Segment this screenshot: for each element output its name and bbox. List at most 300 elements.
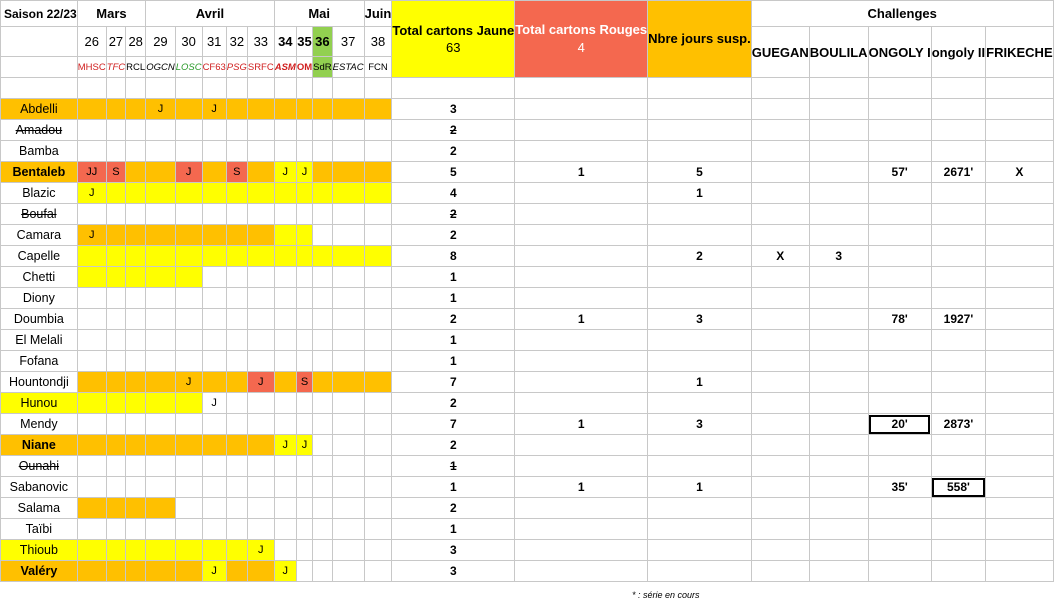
challenge-cell xyxy=(809,204,868,225)
match-cell xyxy=(126,267,146,288)
match-cell xyxy=(364,120,392,141)
challenge-cell xyxy=(868,456,931,477)
opponent-club: OGCN xyxy=(146,57,176,78)
challenge-cell xyxy=(751,267,809,288)
challenge-cell xyxy=(868,435,931,456)
match-cell xyxy=(296,540,312,561)
total-rouge xyxy=(515,372,648,393)
challenge-cell xyxy=(986,498,1053,519)
player-row xyxy=(1,162,1054,183)
season-label: Saison 22/23 xyxy=(1,1,78,27)
match-cell xyxy=(175,267,202,288)
player-name: Thioub xyxy=(1,540,78,561)
jours-suspension xyxy=(648,120,752,141)
player-name: Blazic xyxy=(1,183,78,204)
challenge-cell xyxy=(986,456,1053,477)
match-cell xyxy=(77,330,106,351)
match-cell: J xyxy=(175,162,202,183)
match-cell xyxy=(77,561,106,582)
match-cell xyxy=(364,309,392,330)
matchday-number: 30 xyxy=(175,27,202,57)
match-cell xyxy=(226,372,247,393)
match-cell xyxy=(313,540,332,561)
jours-suspension xyxy=(648,540,752,561)
total-jaune: 8 xyxy=(392,246,515,267)
blank-cell xyxy=(1,27,78,57)
total-rouge xyxy=(515,183,648,204)
match-cell xyxy=(77,435,106,456)
challenge-cell xyxy=(986,183,1053,204)
challenge-cell xyxy=(809,225,868,246)
player-row xyxy=(1,456,1054,477)
match-cell xyxy=(202,351,226,372)
match-cell xyxy=(77,141,106,162)
challenge-cell xyxy=(986,561,1053,582)
challenge-cell xyxy=(931,393,985,414)
match-cell xyxy=(202,246,226,267)
match-cell xyxy=(296,99,312,120)
challenge-cell xyxy=(868,351,931,372)
player-name: Mendy xyxy=(1,414,78,435)
matchday-number: 35 xyxy=(296,27,312,57)
challenge-header: BOULILA xyxy=(809,27,868,78)
challenge-cell xyxy=(931,435,985,456)
jours-suspension xyxy=(648,225,752,246)
match-cell xyxy=(247,246,274,267)
challenge-cell xyxy=(751,393,809,414)
total-rouge xyxy=(515,393,648,414)
match-cell xyxy=(175,204,202,225)
match-cell xyxy=(106,309,125,330)
jours-suspension xyxy=(648,204,752,225)
jours-suspension xyxy=(648,330,752,351)
challenge-cell xyxy=(986,351,1053,372)
match-cell xyxy=(146,267,176,288)
challenge-cell xyxy=(751,414,809,435)
challenge-cell xyxy=(986,477,1053,498)
challenge-cell xyxy=(986,330,1053,351)
match-cell xyxy=(146,540,176,561)
match-cell xyxy=(126,372,146,393)
player-name: Sabanovic xyxy=(1,477,78,498)
opponent-club: MHSC xyxy=(77,57,106,78)
match-cell xyxy=(247,141,274,162)
match-cell xyxy=(364,183,392,204)
player-name: Doumbia xyxy=(1,309,78,330)
match-cell xyxy=(296,246,312,267)
match-cell xyxy=(202,414,226,435)
match-cell xyxy=(296,120,312,141)
match-cell xyxy=(175,225,202,246)
match-cell xyxy=(332,393,364,414)
challenge-cell xyxy=(868,141,931,162)
jours-suspension: 5 xyxy=(648,162,752,183)
match-cell xyxy=(77,309,106,330)
match-cell xyxy=(313,183,332,204)
match-cell xyxy=(226,288,247,309)
match-cell xyxy=(313,141,332,162)
total-jaune: 1 xyxy=(392,456,515,477)
player-row xyxy=(1,120,1054,141)
match-cell xyxy=(126,477,146,498)
match-cell: J xyxy=(274,162,296,183)
challenge-cell xyxy=(931,183,985,204)
footnote: * : série en cours xyxy=(632,590,700,600)
player-name: Niane xyxy=(1,435,78,456)
player-row xyxy=(1,183,1054,204)
challenge-cell xyxy=(931,141,985,162)
match-cell xyxy=(77,519,106,540)
match-cell xyxy=(313,393,332,414)
total-rouge-value: 4 xyxy=(577,40,585,55)
match-cell xyxy=(106,330,125,351)
match-cell xyxy=(175,414,202,435)
player-row xyxy=(1,561,1054,582)
match-cell xyxy=(296,477,312,498)
jours-suspension xyxy=(648,99,752,120)
total-jaune: 2 xyxy=(392,498,515,519)
challenge-cell xyxy=(931,330,985,351)
match-cell xyxy=(226,225,247,246)
matchday-number: 36 xyxy=(313,27,332,57)
player-row xyxy=(1,288,1054,309)
match-cell: J xyxy=(202,99,226,120)
challenge-cell xyxy=(868,393,931,414)
challenge-cell xyxy=(751,351,809,372)
challenge-cell xyxy=(809,540,868,561)
match-cell xyxy=(296,183,312,204)
match-cell xyxy=(247,456,274,477)
jours-suspension: 3 xyxy=(648,414,752,435)
match-cell xyxy=(175,330,202,351)
challenge-cell: X xyxy=(986,162,1053,183)
match-cell xyxy=(313,498,332,519)
match-cell xyxy=(313,435,332,456)
match-cell xyxy=(274,393,296,414)
player-name: Boufal xyxy=(1,204,78,225)
match-cell xyxy=(332,435,364,456)
challenge-cell xyxy=(986,288,1053,309)
total-jaune: 1 xyxy=(392,330,515,351)
match-cell xyxy=(364,435,392,456)
match-cell xyxy=(126,120,146,141)
total-jaune-value: 63 xyxy=(446,40,461,55)
challenges-title: Challenges xyxy=(751,1,1053,27)
challenge-cell xyxy=(809,519,868,540)
match-cell: J xyxy=(247,540,274,561)
match-cell xyxy=(226,540,247,561)
total-jaune: 2 xyxy=(392,309,515,330)
match-cell xyxy=(126,288,146,309)
match-cell xyxy=(313,456,332,477)
match-cell xyxy=(313,225,332,246)
match-cell xyxy=(202,330,226,351)
match-cell xyxy=(313,372,332,393)
match-cell: J xyxy=(274,435,296,456)
match-cell xyxy=(106,372,125,393)
matchday-number: 31 xyxy=(202,27,226,57)
match-cell xyxy=(106,204,125,225)
match-cell xyxy=(226,204,247,225)
match-cell xyxy=(313,477,332,498)
match-cell xyxy=(247,162,274,183)
match-cell xyxy=(126,330,146,351)
match-cell: J xyxy=(247,372,274,393)
challenge-cell xyxy=(809,141,868,162)
match-cell xyxy=(364,204,392,225)
match-cell xyxy=(226,309,247,330)
match-cell: J xyxy=(202,561,226,582)
match-cell xyxy=(126,561,146,582)
match-cell xyxy=(247,519,274,540)
challenge-cell xyxy=(986,414,1053,435)
match-cell xyxy=(126,204,146,225)
match-cell xyxy=(296,204,312,225)
total-jaune: 1 xyxy=(392,519,515,540)
player-row xyxy=(1,351,1054,372)
match-cell xyxy=(247,120,274,141)
jours-suspension: 1 xyxy=(648,183,752,204)
match-cell xyxy=(202,141,226,162)
challenge-cell xyxy=(809,477,868,498)
match-cell xyxy=(332,267,364,288)
opponent-club: FCN xyxy=(364,57,392,78)
challenge-cell xyxy=(751,183,809,204)
opponent-club: SRFC xyxy=(247,57,274,78)
total-rouge xyxy=(515,225,648,246)
match-cell xyxy=(202,456,226,477)
challenge-cell xyxy=(931,540,985,561)
challenge-cell xyxy=(986,309,1053,330)
player-name: Bamba xyxy=(1,141,78,162)
matchday-number: 27 xyxy=(106,27,125,57)
match-cell xyxy=(296,561,312,582)
month-mai: Mai xyxy=(274,1,364,27)
challenge-cell xyxy=(751,141,809,162)
total-jaune: 2 xyxy=(392,120,515,141)
challenge-cell xyxy=(751,225,809,246)
match-cell xyxy=(296,309,312,330)
challenge-cell: 558' xyxy=(931,477,985,498)
challenge-cell xyxy=(986,540,1053,561)
match-cell xyxy=(106,477,125,498)
matchday-number: 26 xyxy=(77,27,106,57)
challenge-cell xyxy=(751,204,809,225)
player-name: Abdelli xyxy=(1,99,78,120)
challenge-cell: 20' xyxy=(868,414,931,435)
total-jaune: 2 xyxy=(392,225,515,246)
total-jaune-header xyxy=(392,1,515,78)
challenge-header: FRIKECHE xyxy=(986,27,1053,78)
match-cell xyxy=(77,393,106,414)
challenge-cell xyxy=(809,498,868,519)
opponent-club: SdR xyxy=(313,57,332,78)
match-cell xyxy=(175,141,202,162)
match-cell xyxy=(226,435,247,456)
match-cell xyxy=(175,435,202,456)
match-cell xyxy=(175,498,202,519)
player-name: Ounahi xyxy=(1,456,78,477)
total-rouge xyxy=(515,498,648,519)
match-cell xyxy=(364,540,392,561)
challenge-cell: 2671' xyxy=(931,162,985,183)
player-name: Bentaleb xyxy=(1,162,78,183)
match-cell xyxy=(77,267,106,288)
match-cell xyxy=(364,456,392,477)
match-cell xyxy=(332,225,364,246)
match-cell xyxy=(146,351,176,372)
total-jaune: 4 xyxy=(392,183,515,204)
challenge-header: ongoly II xyxy=(931,27,985,78)
match-cell xyxy=(146,456,176,477)
opponent-club: PSG xyxy=(226,57,247,78)
match-cell xyxy=(296,519,312,540)
match-cell xyxy=(247,204,274,225)
match-cell xyxy=(226,330,247,351)
match-cell xyxy=(126,519,146,540)
player-name: El Melali xyxy=(1,330,78,351)
jours-suspension xyxy=(648,456,752,477)
challenge-cell xyxy=(868,288,931,309)
match-cell xyxy=(202,498,226,519)
match-cell xyxy=(274,414,296,435)
challenge-cell: 78' xyxy=(868,309,931,330)
challenge-cell xyxy=(809,267,868,288)
match-cell xyxy=(106,561,125,582)
total-rouge xyxy=(515,204,648,225)
challenge-cell xyxy=(809,372,868,393)
match-cell xyxy=(77,204,106,225)
challenge-cell xyxy=(751,120,809,141)
challenge-cell xyxy=(751,309,809,330)
match-cell xyxy=(364,372,392,393)
match-cell xyxy=(274,183,296,204)
jours-suspension xyxy=(648,351,752,372)
total-jaune: 2 xyxy=(392,141,515,162)
match-cell xyxy=(274,99,296,120)
match-cell: J xyxy=(274,561,296,582)
challenge-cell xyxy=(868,204,931,225)
challenge-cell xyxy=(868,561,931,582)
player-name: Hunou xyxy=(1,393,78,414)
match-cell xyxy=(313,414,332,435)
match-cell xyxy=(274,330,296,351)
match-cell xyxy=(313,120,332,141)
match-cell xyxy=(313,309,332,330)
challenge-cell xyxy=(986,141,1053,162)
match-cell xyxy=(274,498,296,519)
match-cell xyxy=(146,120,176,141)
match-cell xyxy=(126,435,146,456)
match-cell xyxy=(202,309,226,330)
jours-suspension: 3 xyxy=(648,309,752,330)
match-cell xyxy=(106,183,125,204)
match-cell xyxy=(247,498,274,519)
match-cell xyxy=(274,120,296,141)
month-juin: Juin xyxy=(364,1,392,27)
total-jaune: 7 xyxy=(392,414,515,435)
player-name: Taïbi xyxy=(1,519,78,540)
challenge-cell xyxy=(931,120,985,141)
player-name: Camara xyxy=(1,225,78,246)
match-cell xyxy=(226,456,247,477)
total-rouge xyxy=(515,267,648,288)
challenge-cell xyxy=(931,561,985,582)
match-cell xyxy=(296,288,312,309)
match-cell xyxy=(364,519,392,540)
player-row xyxy=(1,477,1054,498)
match-cell xyxy=(364,99,392,120)
challenge-cell xyxy=(868,540,931,561)
match-cell xyxy=(313,99,332,120)
jours-suspension xyxy=(648,519,752,540)
match-cell xyxy=(364,330,392,351)
match-cell xyxy=(364,288,392,309)
challenge-cell xyxy=(751,435,809,456)
total-rouge xyxy=(515,141,648,162)
challenge-cell: X xyxy=(751,246,809,267)
challenge-cell xyxy=(809,330,868,351)
challenge-cell xyxy=(751,162,809,183)
match-cell xyxy=(247,351,274,372)
match-cell xyxy=(146,414,176,435)
match-cell xyxy=(247,561,274,582)
match-cell xyxy=(364,393,392,414)
challenge-cell xyxy=(751,330,809,351)
challenge-cell xyxy=(809,351,868,372)
match-cell xyxy=(126,246,146,267)
match-cell xyxy=(332,351,364,372)
match-cell xyxy=(106,120,125,141)
jours-suspension xyxy=(648,435,752,456)
challenge-cell xyxy=(868,330,931,351)
total-rouge xyxy=(515,246,648,267)
match-cell xyxy=(247,183,274,204)
opponent-club: CF63 xyxy=(202,57,226,78)
player-row xyxy=(1,267,1054,288)
month-mars: Mars xyxy=(77,1,145,27)
match-cell xyxy=(175,183,202,204)
match-cell xyxy=(364,162,392,183)
match-cell xyxy=(313,162,332,183)
match-cell xyxy=(226,519,247,540)
total-jaune: 3 xyxy=(392,99,515,120)
match-cell xyxy=(226,141,247,162)
challenge-cell xyxy=(809,561,868,582)
challenge-cell xyxy=(986,204,1053,225)
match-cell xyxy=(146,204,176,225)
match-cell xyxy=(106,141,125,162)
match-cell xyxy=(274,309,296,330)
jours-suspension: 1 xyxy=(648,477,752,498)
total-rouge-label: Total cartons Rouges xyxy=(515,22,648,37)
matchday-number: 33 xyxy=(247,27,274,57)
player-row xyxy=(1,246,1054,267)
challenge-cell xyxy=(931,456,985,477)
match-cell xyxy=(313,246,332,267)
total-jaune: 3 xyxy=(392,540,515,561)
match-cell xyxy=(247,267,274,288)
match-cell xyxy=(126,99,146,120)
challenge-cell xyxy=(809,309,868,330)
match-cell xyxy=(146,183,176,204)
match-cell xyxy=(274,477,296,498)
match-cell xyxy=(126,225,146,246)
match-cell: S xyxy=(296,372,312,393)
match-cell xyxy=(313,267,332,288)
month-avril: Avril xyxy=(146,1,275,27)
total-jaune-label: Total cartons Jaune xyxy=(392,23,515,38)
